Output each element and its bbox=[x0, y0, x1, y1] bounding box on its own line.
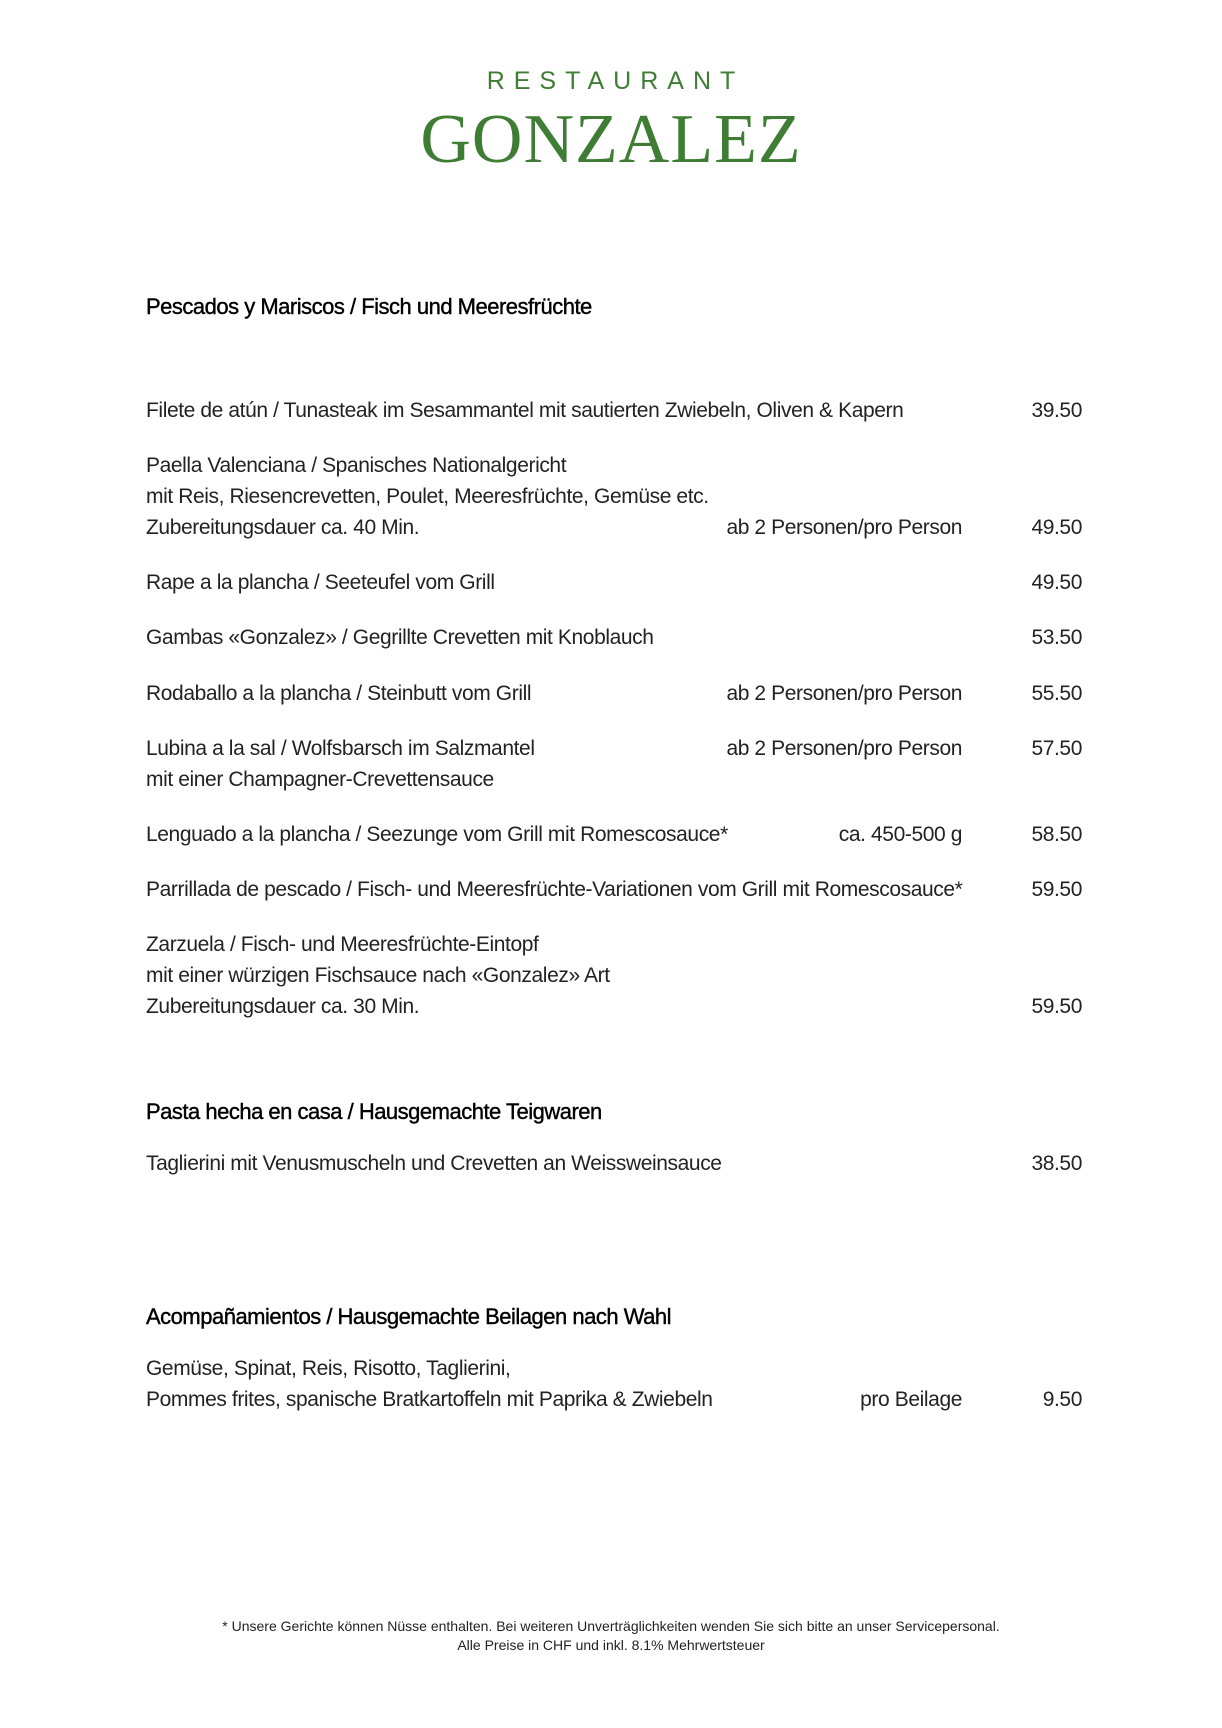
restaurant-logo bbox=[0, 66, 1222, 178]
menu-item-price: 49.50 bbox=[1031, 516, 1082, 539]
menu-item-price: 58.50 bbox=[1031, 823, 1082, 846]
section-title-fish: Pescados y Mariscos / Fisch und Meeresfrüchte bbox=[146, 294, 592, 319]
menu-item-price: 57.50 bbox=[1031, 737, 1082, 760]
menu-item-description: Gemüse, Spinat, Reis, Risotto, Taglierini, bbox=[146, 1357, 511, 1380]
menu-item bbox=[146, 874, 1082, 905]
menu-item-description: Zubereitungsdauer ca. 40 Min. bbox=[146, 516, 420, 539]
menu-item-description: Parrillada de pescado / Fisch- und Meeresfrüchte-Variationen vom Grill mit Romescosauce* bbox=[146, 878, 963, 901]
menu-item-description: Paella Valenciana / Spanisches Nationalgericht bbox=[146, 454, 567, 477]
menu-item-note: ab 2 Personen/pro Person bbox=[726, 516, 962, 539]
menu-item-note: pro Beilage bbox=[860, 1388, 962, 1411]
footer-notes bbox=[0, 1617, 1222, 1655]
price-note: Alle Preise in CHF und inkl. 8.1% Mehrwertsteuer bbox=[457, 1637, 765, 1653]
allergy-note: * Unsere Gerichte können Nüsse enthalten. Bei weiteren Unverträglichkeiten wenden Sie sich bitte an unser Servicepersonal. bbox=[222, 1618, 1000, 1634]
menu-item bbox=[146, 450, 1082, 543]
menu-item-note: ab 2 Personen/pro Person bbox=[726, 682, 962, 705]
menu-item bbox=[146, 678, 1082, 709]
section-title-pasta: Pasta hecha en casa / Hausgemachte Teigwaren bbox=[146, 1099, 602, 1124]
menu-item-price: 9.50 bbox=[1042, 1388, 1082, 1411]
menu-item-description: Lubina a la sal / Wolfsbarsch im Salzmantel bbox=[146, 737, 535, 760]
menu-item-description: Lenguado a la plancha / Seezunge vom Grill mit Romescosauce* bbox=[146, 823, 728, 846]
menu-item bbox=[146, 622, 1082, 653]
menu-item-description: mit einer Champagner-Crevettensauce bbox=[146, 768, 494, 791]
menu-item-description: mit einer würzigen Fischsauce nach «Gonzalez» Art bbox=[146, 964, 610, 987]
menu-item-note: ab 2 Personen/pro Person bbox=[726, 737, 962, 760]
menu-item-description: mit Reis, Riesencrevetten, Poulet, Meeresfrüchte, Gemüse etc. bbox=[146, 485, 709, 508]
menu-item-description: Rodaballo a la plancha / Steinbutt vom Grill bbox=[146, 682, 532, 705]
menu-item-description: Zarzuela / Fisch- und Meeresfrüchte-Eintopf bbox=[146, 933, 539, 956]
menu-item-price: 53.50 bbox=[1031, 626, 1082, 649]
menu-item-note: ca. 450-500 g bbox=[838, 823, 962, 846]
menu-item bbox=[146, 733, 1082, 795]
logo-name: GONZALEZ bbox=[420, 101, 802, 178]
menu-item bbox=[146, 1353, 1082, 1415]
menu-item bbox=[146, 1148, 1082, 1179]
menu-item-description: Filete de atún / Tunasteak im Sesammantel mit sautierten Zwiebeln, Oliven & Kapern bbox=[146, 399, 904, 422]
menu-item bbox=[146, 929, 1082, 1022]
menu-item-description: Zubereitungsdauer ca. 30 Min. bbox=[146, 995, 420, 1018]
section-title-sides: Acompañamientos / Hausgemachte Beilagen nach Wahl bbox=[146, 1304, 671, 1329]
menu-item-description: Taglierini mit Venusmuscheln und Crevetten an Weissweinsauce bbox=[146, 1152, 722, 1175]
menu-item bbox=[146, 819, 1082, 850]
menu-item-price: 49.50 bbox=[1031, 571, 1082, 594]
menu-item-price: 55.50 bbox=[1031, 682, 1082, 705]
menu-item-price: 59.50 bbox=[1031, 995, 1082, 1018]
menu-item-description: Pommes frites, spanische Bratkartoffeln mit Paprika & Zwiebeln bbox=[146, 1388, 713, 1411]
menu-item-description: Rape a la plancha / Seeteufel vom Grill bbox=[146, 571, 495, 594]
menu-item bbox=[146, 567, 1082, 598]
logo-restaurant-word: RESTAURANT bbox=[486, 67, 745, 95]
menu-item bbox=[146, 395, 1082, 426]
menu-item-price: 38.50 bbox=[1031, 1152, 1082, 1175]
menu-item-description: Gambas «Gonzalez» / Gegrillte Crevetten mit Knoblauch bbox=[146, 626, 654, 649]
menu-item-price: 39.50 bbox=[1031, 399, 1082, 422]
menu-item-price: 59.50 bbox=[1031, 878, 1082, 901]
